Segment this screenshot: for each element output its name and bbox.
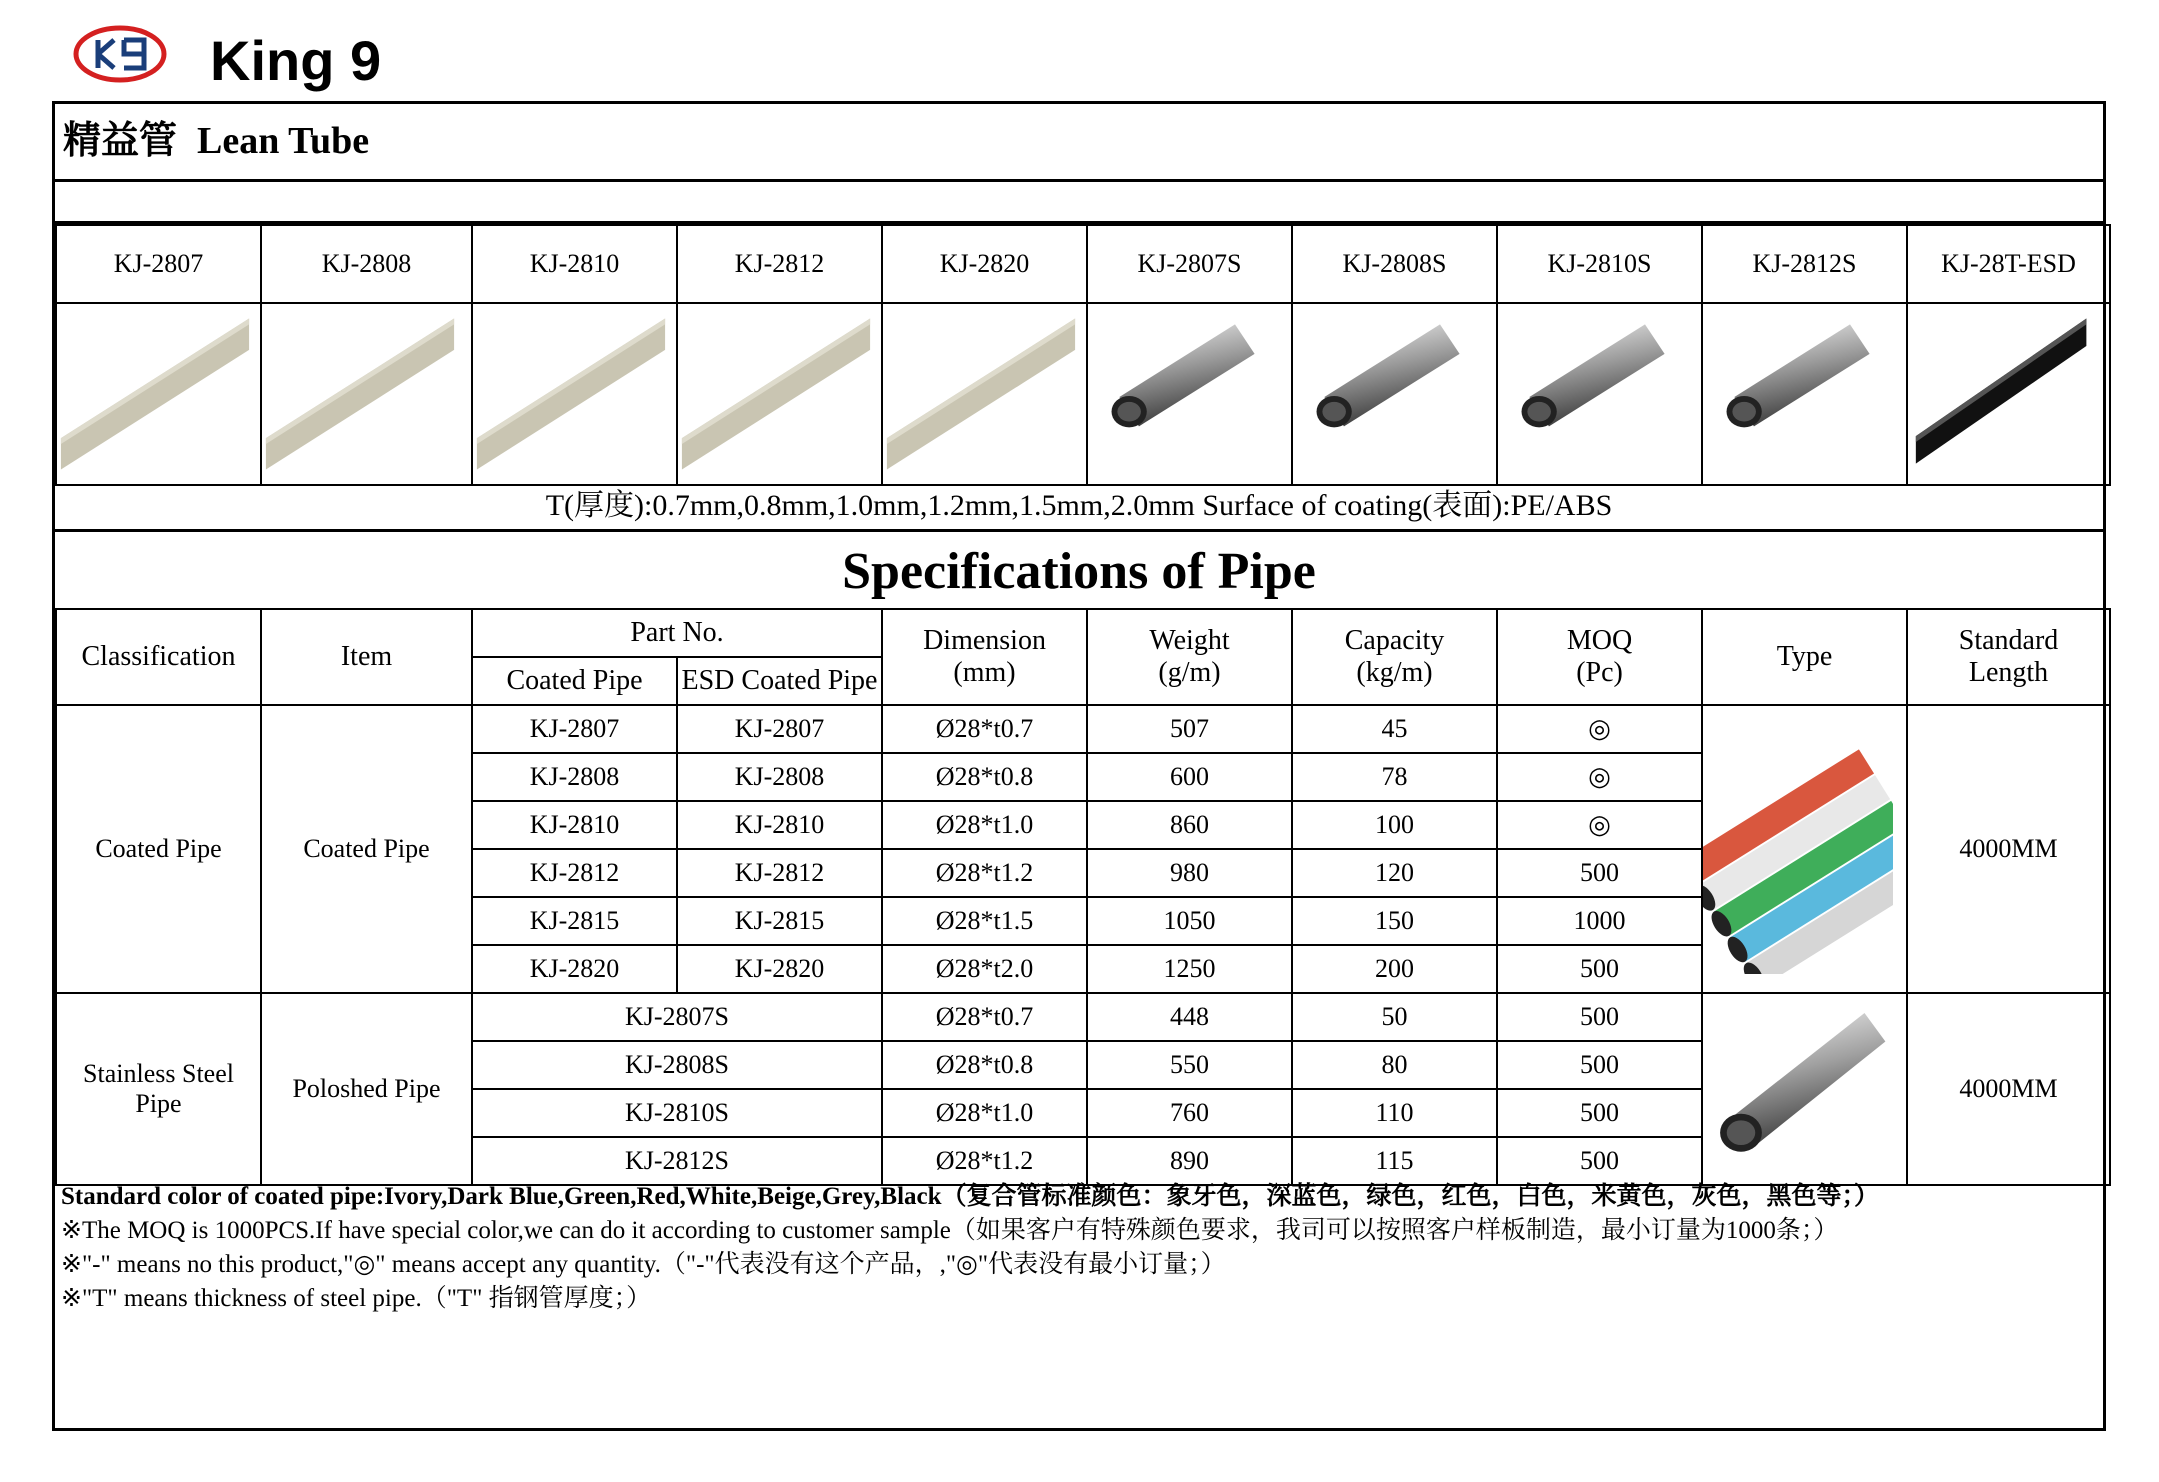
title-zh: 精益管 xyxy=(63,120,178,162)
king9-logo-icon xyxy=(72,24,168,84)
table-row xyxy=(56,705,2110,753)
esd-black-tube-image xyxy=(1907,303,2110,485)
moq: ◎ xyxy=(1497,705,1702,753)
note-symbols: ※"-" means no this product,"◎" means accept any quantity.（"-"代表没有这个产品，,"◎"代表没有最小订量；） xyxy=(61,1251,1226,1278)
weight: 600 xyxy=(1087,753,1292,801)
header-item: Item xyxy=(261,609,472,705)
moq: 1000 xyxy=(1497,897,1702,945)
model-name: KJ-28T-ESD xyxy=(1907,225,2110,303)
part-no: KJ-2815 xyxy=(472,897,677,945)
part-no: KJ-2807 xyxy=(472,705,677,753)
dimension: Ø28*t0.8 xyxy=(882,753,1087,801)
steel-tube-image xyxy=(1702,303,1907,485)
dimension: Ø28*t1.0 xyxy=(882,1089,1087,1137)
coated-pipe-type-image xyxy=(1702,705,1907,993)
steel-tube-image xyxy=(1087,303,1292,485)
header-classification: Classification xyxy=(56,609,261,705)
steel-tube-image xyxy=(1497,303,1702,485)
weight: 980 xyxy=(1087,849,1292,897)
capacity: 45 xyxy=(1292,705,1497,753)
brand-name: King 9 xyxy=(210,29,382,92)
dimension: Ø28*t1.5 xyxy=(882,897,1087,945)
ivory-tube-image xyxy=(882,303,1087,485)
dimension: Ø28*t0.7 xyxy=(882,705,1087,753)
model-name: KJ-2810S xyxy=(1497,225,1702,303)
capacity: 50 xyxy=(1292,993,1497,1041)
capacity: 110 xyxy=(1292,1089,1497,1137)
capacity: 78 xyxy=(1292,753,1497,801)
steel-tube-image xyxy=(1292,303,1497,485)
note-standard-colors: Standard color of coated pipe:Ivory,Dark Blue,Green,Red,White,Beige,Grey,Black（复合管标准颜色：象牙色，深蓝色，绿色，红色，白色，米黄色，灰色，黑色等；） xyxy=(61,1183,1880,1210)
page-header xyxy=(0,0,2159,100)
model-name-row xyxy=(56,225,2110,303)
header-moq: MOQ (Pc) xyxy=(1497,609,1702,705)
model-name: KJ-2810 xyxy=(472,225,677,303)
moq: 500 xyxy=(1497,1137,1702,1185)
capacity: 115 xyxy=(1292,1137,1497,1185)
header-row-1 xyxy=(56,609,2110,657)
esd-part-no: KJ-2808 xyxy=(677,753,882,801)
moq: 500 xyxy=(1497,993,1702,1041)
esd-part-no: KJ-2812 xyxy=(677,849,882,897)
ivory-tube-image xyxy=(56,303,261,485)
table-row xyxy=(56,993,2110,1041)
weight: 760 xyxy=(1087,1089,1292,1137)
dimension: Ø28*t1.2 xyxy=(882,849,1087,897)
ivory-tube-image xyxy=(472,303,677,485)
page-title xyxy=(63,116,369,166)
model-name: KJ-2812 xyxy=(677,225,882,303)
weight: 1050 xyxy=(1087,897,1292,945)
moq: 500 xyxy=(1497,1089,1702,1137)
model-name: KJ-2812S xyxy=(1702,225,1907,303)
part-no: KJ-2810S xyxy=(472,1089,882,1137)
esd-part-no: KJ-2815 xyxy=(677,897,882,945)
capacity: 150 xyxy=(1292,897,1497,945)
product-sheet xyxy=(52,101,2106,1431)
model-name: KJ-2808 xyxy=(261,225,472,303)
dimension: Ø28*t0.8 xyxy=(882,1041,1087,1089)
part-no: KJ-2807S xyxy=(472,993,882,1041)
capacity: 200 xyxy=(1292,945,1497,993)
weight: 448 xyxy=(1087,993,1292,1041)
note-thickness: ※"T" means thickness of steel pipe.（"T" 指钢管厚度；） xyxy=(61,1285,652,1312)
spec-table xyxy=(55,608,2111,1186)
model-name: KJ-2807S xyxy=(1087,225,1292,303)
header-part-no: Part No. xyxy=(472,609,882,657)
model-name: KJ-2807 xyxy=(56,225,261,303)
header-dimension: Dimension (mm) xyxy=(882,609,1087,705)
weight: 550 xyxy=(1087,1041,1292,1089)
stainless-classification: Stainless Steel Pipe xyxy=(56,993,261,1185)
thickness-coating-line: T(厚度):0.7mm,0.8mm,1.0mm,1.2mm,1.5mm,2.0mm Surface of coating(表面):PE/ABS xyxy=(55,480,2103,532)
header-standard-length: Standard Length xyxy=(1907,609,2110,705)
header-type: Type xyxy=(1702,609,1907,705)
dimension: Ø28*t0.7 xyxy=(882,993,1087,1041)
moq: 500 xyxy=(1497,945,1702,993)
weight: 890 xyxy=(1087,1137,1292,1185)
part-no: KJ-2812 xyxy=(472,849,677,897)
dimension: Ø28*t2.0 xyxy=(882,945,1087,993)
esd-part-no: KJ-2820 xyxy=(677,945,882,993)
stainless-length: 4000MM xyxy=(1907,993,2110,1185)
spec-title: Specifications of Pipe xyxy=(842,543,1316,600)
part-no: KJ-2808 xyxy=(472,753,677,801)
note-moq: ※The MOQ is 1000PCS.If have special color,we can do it according to customer sample（如果客户有特殊颜色要求，我司可以按照客户样板制造，最小订量为1000条；） xyxy=(61,1217,1839,1244)
part-no: KJ-2808S xyxy=(472,1041,882,1089)
header-coated-pipe: Coated Pipe xyxy=(472,657,677,705)
title-row xyxy=(55,104,2103,182)
ivory-tube-image xyxy=(261,303,472,485)
header-weight: Weight (g/m) xyxy=(1087,609,1292,705)
notes-section xyxy=(55,1174,2103,1322)
weight: 860 xyxy=(1087,801,1292,849)
moq: 500 xyxy=(1497,1041,1702,1089)
weight: 1250 xyxy=(1087,945,1292,993)
model-table xyxy=(55,224,2111,486)
coated-length: 4000MM xyxy=(1907,705,2110,993)
coated-classification: Coated Pipe xyxy=(56,705,261,993)
stainless-pipe-type-image xyxy=(1702,993,1907,1185)
spacer-row xyxy=(55,182,2103,224)
part-no: KJ-2812S xyxy=(472,1137,882,1185)
esd-part-no: KJ-2810 xyxy=(677,801,882,849)
header-capacity: Capacity (kg/m) xyxy=(1292,609,1497,705)
capacity: 120 xyxy=(1292,849,1497,897)
dimension: Ø28*t1.2 xyxy=(882,1137,1087,1185)
moq: 500 xyxy=(1497,849,1702,897)
moq: ◎ xyxy=(1497,753,1702,801)
part-no: KJ-2810 xyxy=(472,801,677,849)
model-name: KJ-2820 xyxy=(882,225,1087,303)
model-image-row xyxy=(56,303,2110,485)
header-esd-coated-pipe: ESD Coated Pipe xyxy=(677,657,882,705)
coated-item: Coated Pipe xyxy=(261,705,472,993)
capacity: 100 xyxy=(1292,801,1497,849)
moq: ◎ xyxy=(1497,801,1702,849)
part-no: KJ-2820 xyxy=(472,945,677,993)
weight: 507 xyxy=(1087,705,1292,753)
dimension: Ø28*t1.0 xyxy=(882,801,1087,849)
model-name: KJ-2808S xyxy=(1292,225,1497,303)
esd-part-no: KJ-2807 xyxy=(677,705,882,753)
ivory-tube-image xyxy=(677,303,882,485)
capacity: 80 xyxy=(1292,1041,1497,1089)
stainless-item: Poloshed Pipe xyxy=(261,993,472,1185)
title-en: Lean Tube xyxy=(197,120,370,162)
